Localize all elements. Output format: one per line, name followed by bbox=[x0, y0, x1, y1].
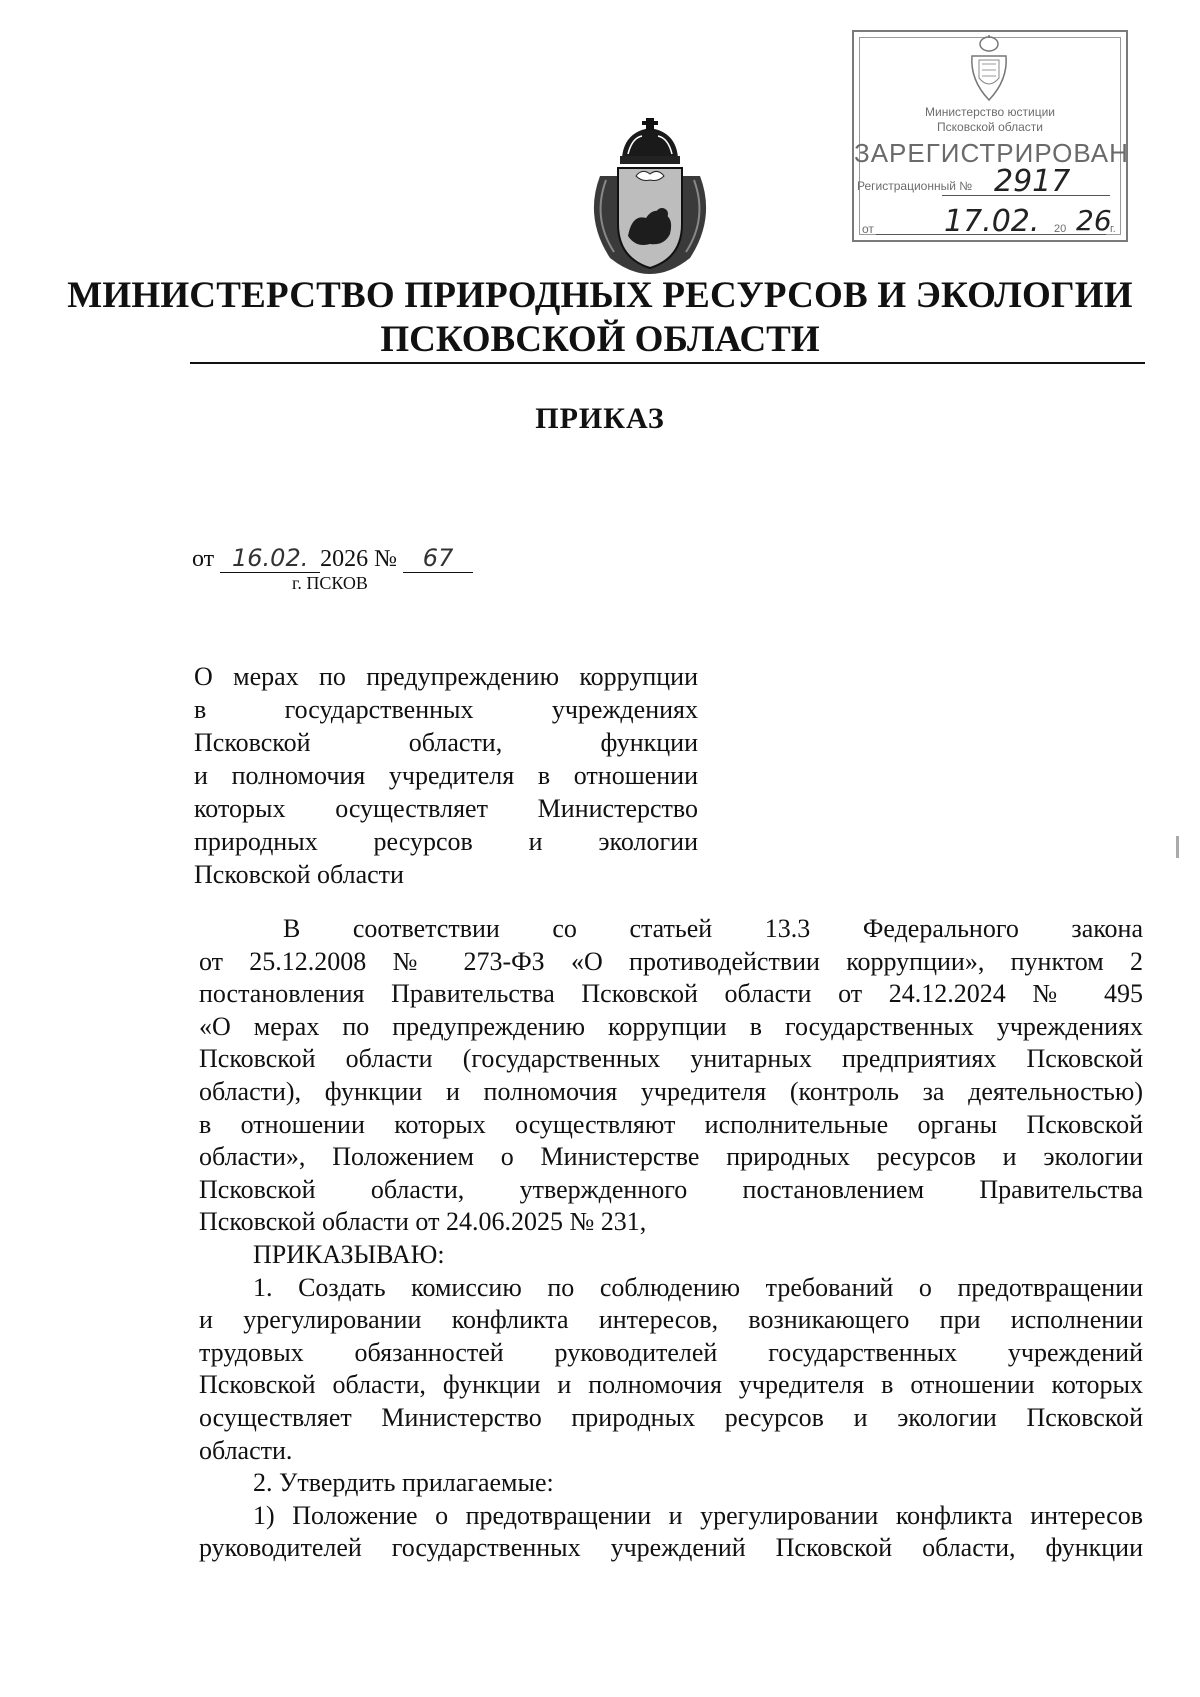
stamp-year-prefix: 20 bbox=[1054, 223, 1067, 235]
stamp-year: 26 bbox=[1076, 204, 1112, 237]
document-type-title: ПРИКАЗ bbox=[535, 402, 665, 435]
stamp-number-label: Регистрационный № bbox=[857, 179, 973, 193]
body-line: 1. Создать комиссию по соблюдению требований о предотвращении bbox=[253, 1272, 1143, 1302]
subject-line: которых осуществляет Министерство bbox=[194, 794, 698, 823]
subject-line: Псковской области, функции bbox=[194, 728, 698, 757]
body-line: постановления Правительства Псковской области от 24.12.2024 № 495 bbox=[199, 979, 1143, 1009]
subject-line: Псковской области bbox=[194, 860, 404, 889]
stamp-from-label: от bbox=[862, 222, 874, 236]
body-line: Псковской области, утвержденного постановлением Правительства bbox=[199, 1174, 1143, 1204]
order-from-label: от bbox=[192, 546, 215, 572]
body-line: Псковской области от 24.06.2025 № 231, bbox=[199, 1207, 647, 1237]
body-line: руководителей государственных учреждений Псковской области, функции bbox=[199, 1533, 1143, 1563]
stamp-year-suffix: г. bbox=[1110, 223, 1116, 235]
subject-line: и полномочия учредителя в отношении bbox=[194, 761, 698, 790]
scan-artifact bbox=[1176, 836, 1179, 858]
stamp-region-line: Псковской области bbox=[937, 120, 1043, 134]
body-line: в отношении которых осуществляют исполнительные органы Псковской bbox=[199, 1109, 1143, 1139]
subject-line: природных ресурсов и экологии bbox=[194, 827, 698, 856]
subject-line: О мерах по предупреждению коррупции bbox=[194, 662, 698, 691]
body-line: 1) Положение о предотвращении и урегулировании конфликта интересов bbox=[253, 1500, 1143, 1530]
stamp-date: 17.02. bbox=[944, 204, 1040, 239]
order-date-handwritten: 16.02. bbox=[220, 544, 320, 573]
ministry-name-line1: МИНИСТЕРСТВО ПРИРОДНЫХ РЕСУРСОВ И ЭКОЛОГИИ bbox=[67, 275, 1133, 316]
body-line: области. bbox=[199, 1435, 293, 1465]
body-line: осуществляет Министерство природных ресурсов и экологии Псковской bbox=[199, 1402, 1143, 1432]
body-line: и урегулировании конфликта интересов, возникающего при исполнении bbox=[199, 1305, 1143, 1335]
stamp-ministry-line: Министерство юстиции bbox=[925, 105, 1055, 119]
order-command: ПРИКАЗЫВАЮ: bbox=[253, 1239, 445, 1269]
header-divider bbox=[190, 362, 1145, 364]
stamp-registered-title: ЗАРЕГИСТРИРОВАН bbox=[854, 138, 1129, 168]
body-line: области), функции и полномочия учредителя (контроль за деятельностью) bbox=[199, 1076, 1143, 1106]
body-line: от 25.12.2008 № 273-ФЗ «О противодействии коррупции», пунктом 2 bbox=[199, 946, 1143, 976]
order-subject bbox=[194, 660, 698, 891]
body-line: «О мерах по предупреждению коррупции в государственных учреждениях bbox=[199, 1011, 1143, 1041]
registration-stamp bbox=[852, 30, 1128, 242]
body-line: Псковской области (государственных унитарных предприятиях Псковской bbox=[199, 1044, 1143, 1074]
coat-of-arms-icon bbox=[580, 118, 720, 276]
body-line: Псковской области, функции и полномочия учредителя в отношении которых bbox=[199, 1370, 1143, 1400]
stamp-emblem-icon bbox=[966, 34, 1012, 104]
subject-line: в государственных учреждениях bbox=[194, 695, 698, 724]
body-line: В соответствии со статьей 13.3 Федерального закона bbox=[283, 914, 1143, 943]
order-city: г. ПСКОВ bbox=[292, 573, 368, 593]
body-line: области», Положением о Министерстве природных ресурсов и экологии bbox=[199, 1142, 1143, 1172]
body-line: 2. Утвердить прилагаемые: bbox=[253, 1468, 554, 1498]
order-number-sign: № bbox=[374, 546, 398, 572]
stamp-registration-number: 2917 bbox=[994, 164, 1071, 199]
order-body bbox=[199, 913, 1143, 1565]
body-line: трудовых обязанностей руководителей государственных учреждений bbox=[199, 1337, 1143, 1367]
order-year: 2026 bbox=[320, 546, 369, 572]
ministry-name-line2: ПСКОВСКОЙ ОБЛАСТИ bbox=[380, 319, 820, 360]
order-number: 67 bbox=[403, 544, 473, 573]
order-date-line bbox=[192, 544, 473, 573]
